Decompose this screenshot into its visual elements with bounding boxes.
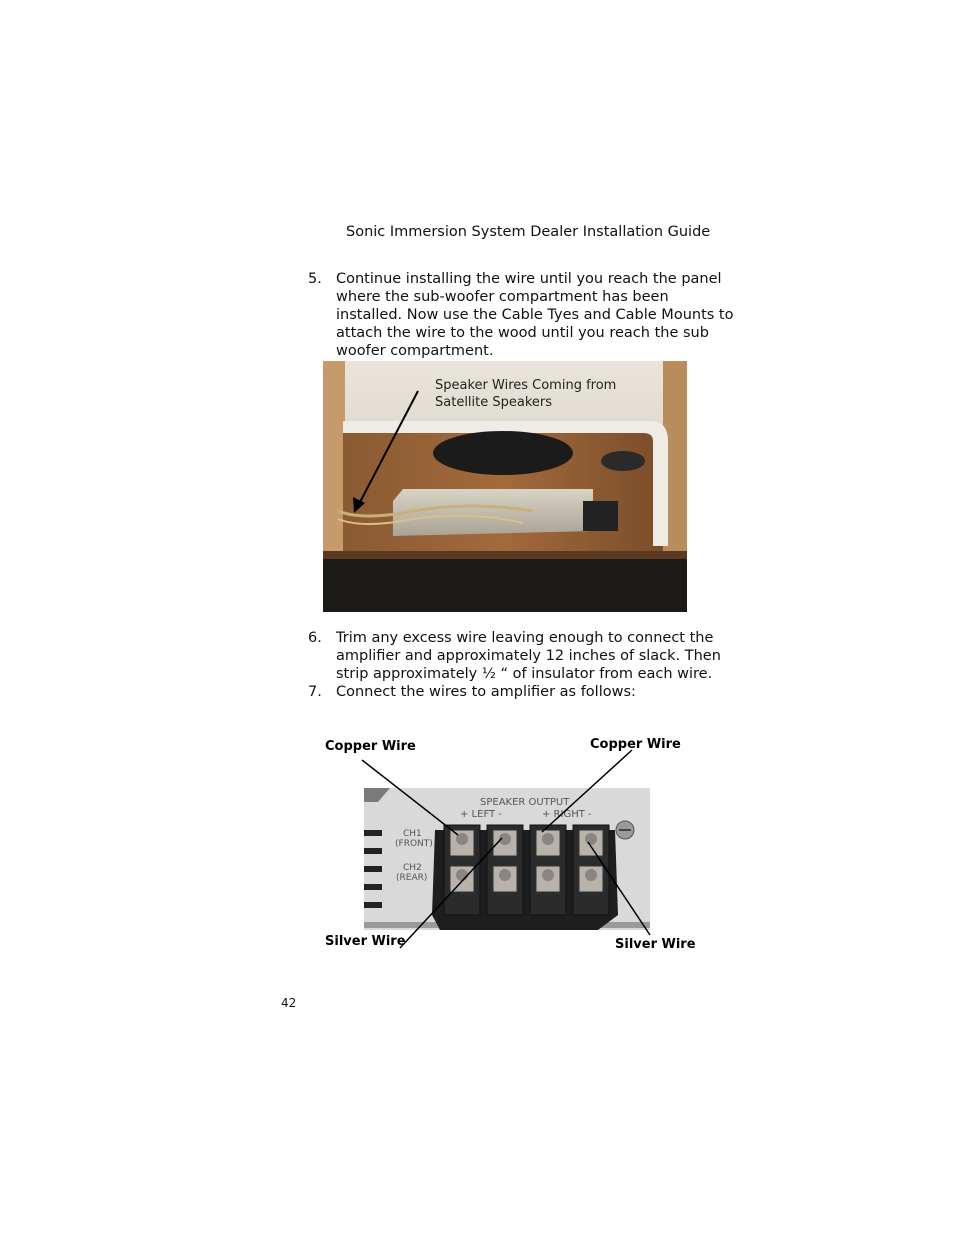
page-header: Sonic Immersion System Dealer Installation Guide xyxy=(346,224,711,240)
ch1-sublabel: (FRONT) xyxy=(395,839,433,849)
step-number: 6. xyxy=(308,630,322,646)
figure1-annotation-line1: Speaker Wires Coming from xyxy=(435,378,617,393)
step-6 xyxy=(308,629,738,683)
page-number: 42 xyxy=(281,996,297,1010)
step-text: Continue installing the wire until you reach the panel where the sub-woofer compartment has been installed. Now use the Cable Tyes and Cable Mounts to attach the wire to the wood until you reach the sub woofer compartment. xyxy=(336,271,734,359)
label-copper-wire-left: Copper Wire xyxy=(325,739,416,754)
subwoofer-compartment-photo xyxy=(323,361,687,612)
ch1-label: CH1 xyxy=(403,829,422,839)
step-number: 7. xyxy=(308,684,322,700)
ch2-label: CH2 xyxy=(403,863,422,873)
label-silver-wire-left: Silver Wire xyxy=(325,934,406,949)
step-number: 5. xyxy=(308,271,322,287)
step-text: Connect the wires to amplifier as follows: xyxy=(336,684,636,700)
step-7 xyxy=(308,683,738,701)
panel-title: SPEAKER OUTPUT xyxy=(480,797,570,808)
ch2-sublabel: (REAR) xyxy=(396,873,428,883)
amplifier-terminal-photo xyxy=(320,730,700,960)
panel-left-label: + LEFT - xyxy=(460,809,502,820)
figure1-annotation-line2: Satellite Speakers xyxy=(435,395,553,410)
label-silver-wire-right: Silver Wire xyxy=(615,937,696,952)
step-text: Trim any excess wire leaving enough to connect the amplifier and approximately 12 inches of slack. Then strip approximately ½ “ of insulator from each wire. xyxy=(336,630,721,682)
panel-right-label: + RIGHT - xyxy=(542,809,592,820)
label-copper-wire-right: Copper Wire xyxy=(590,737,681,752)
step-5 xyxy=(308,270,738,360)
